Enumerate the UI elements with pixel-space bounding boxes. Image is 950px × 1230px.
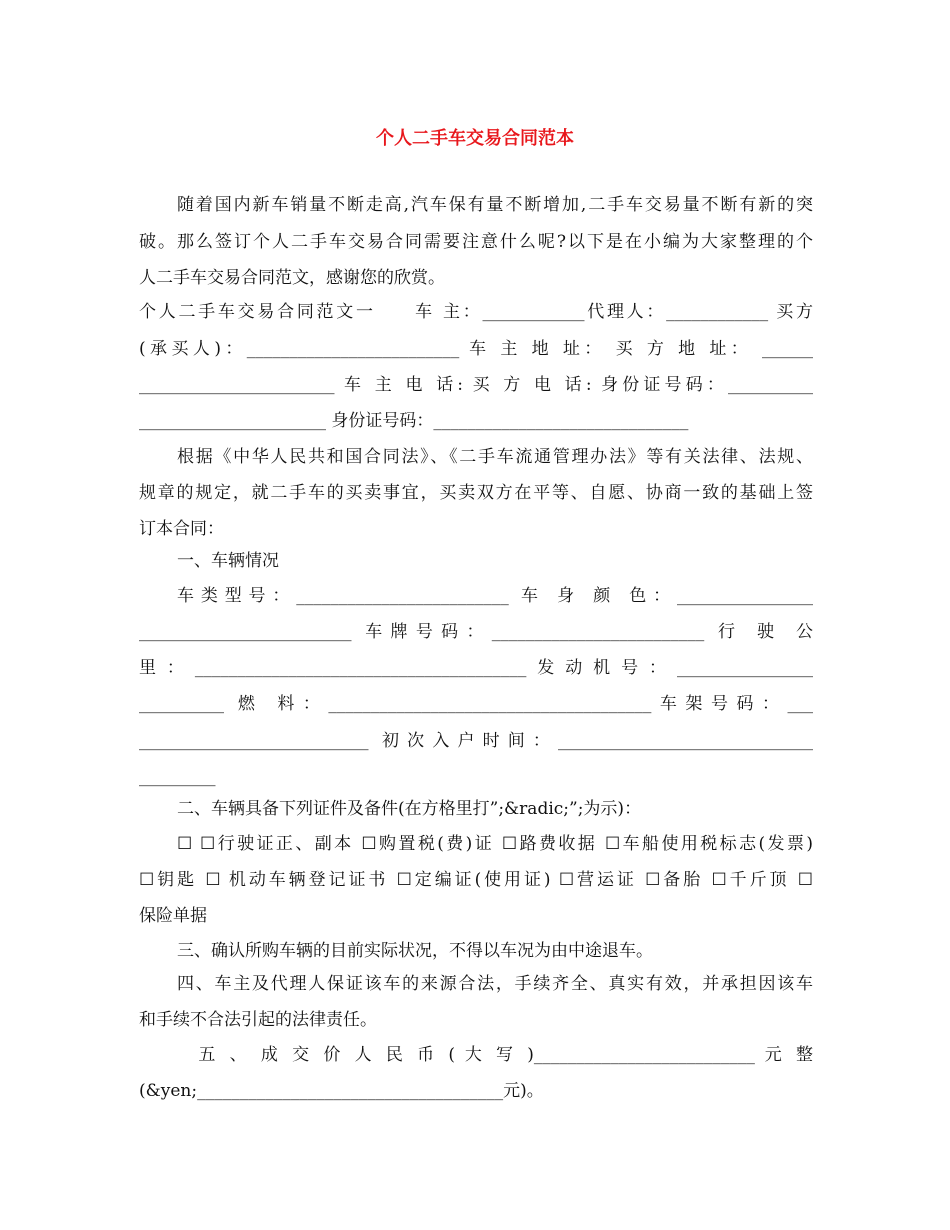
vehicle-line-5: ___________________________ 初次入户时间：______________________________ xyxy=(139,731,813,751)
checklist-line-3: 保险单据 xyxy=(139,906,207,926)
checklist-line-2: ☐钥匙 ☐ 机动车辆登记证书 ☐定编证(使用证) ☐营运证 ☐备胎 ☐千斤顶 ☐ xyxy=(139,870,813,890)
intro-line-2: 破。那么签订个人二手车交易合同需要注意什么呢?以下是在小编为大家整理的个 xyxy=(139,232,813,252)
section-5-line-1: 五 、 成 交 价 人 民 币 ( 大 写 )__________________________ 元 整 xyxy=(177,1045,813,1065)
party-line-1: 个人二手车交易合同范文一 车 主：____________代理人：____________ 买方 xyxy=(139,302,813,322)
section-1-heading: 一、车辆情况 xyxy=(177,551,279,571)
section-5-line-2: (&yen;____________________________________元)。 xyxy=(139,1081,544,1101)
intro-line-1: 随着国内新车销量不断走高,汽车保有量不断增加,二手车交易量不断有新的突 xyxy=(177,195,813,215)
checklist-line-1: ☐ ☐行驶证正、副本 ☐购置税(费)证 ☐路费收据 ☐车船使用税标志(发票) xyxy=(177,834,813,854)
section-3-text: 三、确认所购车辆的目前实际状况，不得以车况为由中途退车。 xyxy=(177,941,653,961)
party-line-4: ______________________ 身份证号码：______________________________ xyxy=(139,411,689,431)
intro-line-3: 人二手车交易合同范文，感谢您的欣赏。 xyxy=(139,268,445,288)
section-2-heading: 二、车辆具备下列证件及备件(在方格里打”;&radic;”;为示)： xyxy=(177,799,642,819)
vehicle-line-6: _________ xyxy=(139,767,216,787)
vehicle-line-3: 里：_______________________________________发动机号：________________ xyxy=(139,658,813,678)
basis-line-2: 规章的规定，就二手车的买卖事宜，买卖双方在平等、自愿、协商一致的基础上签 xyxy=(139,483,813,503)
section-4-line-2: 和手续不合法引起的法律责任。 xyxy=(139,1010,377,1030)
basis-line-1: 根据《中华人民共和国合同法》、《二手车流通管理办法》等有关法律、法规、 xyxy=(177,447,813,467)
section-4-line-1: 四、车主及代理人保证该车的来源合法，手续齐全、真实有效，并承担因该车 xyxy=(177,974,813,994)
vehicle-line-2: _________________________ 车牌号码：_________________________ 行 驶 公 xyxy=(139,622,813,642)
vehicle-line-4: __________ 燃 料：______________________________________车架号码：___ xyxy=(139,694,813,714)
party-line-2: (承买人)：_________________________ 车 主 地 址： 买 方 地 址： ______ xyxy=(139,339,813,359)
document-title: 个人二手车交易合同范本 xyxy=(376,128,574,149)
party-line-3: _______________________ 车 主 电 话: 买 方 电 话: 身份证号码：__________ xyxy=(139,375,813,395)
vehicle-line-1: 车类型号：_________________________ 车 身 颜 色：________________ xyxy=(177,586,813,606)
basis-line-3: 订本合同： xyxy=(139,519,224,539)
